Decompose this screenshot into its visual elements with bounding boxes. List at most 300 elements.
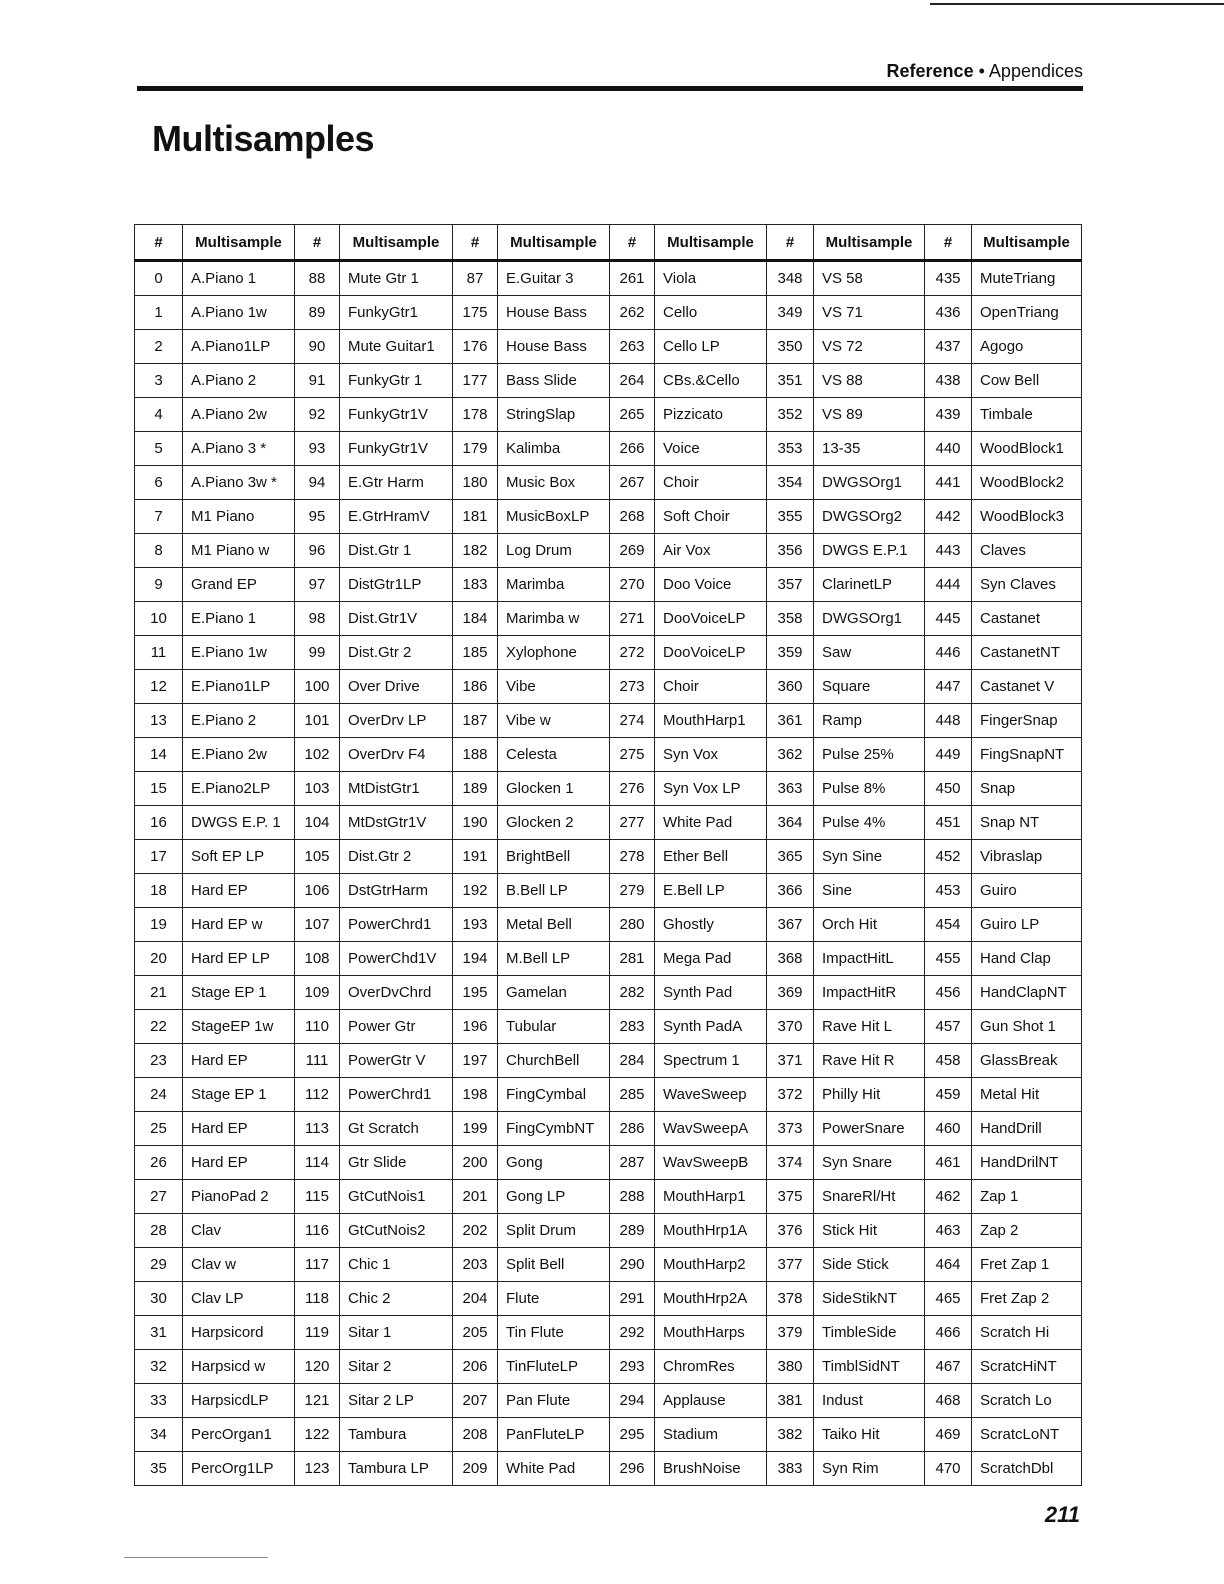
multisample-number-cell: 6 [135, 466, 183, 500]
multisample-number-cell: 373 [767, 1112, 814, 1146]
multisample-name-cell: Tubular [498, 1010, 610, 1044]
multisample-number-cell: 205 [453, 1316, 498, 1350]
multisample-number-cell: 100 [295, 670, 340, 704]
multisample-name-cell: DistGtr1LP [340, 568, 453, 602]
multisample-name-cell: WavSweepB [655, 1146, 767, 1180]
multisample-name-cell: Choir [655, 670, 767, 704]
multisample-name-cell: Guiro [972, 874, 1082, 908]
header-separator: • [978, 61, 985, 81]
multisample-name-cell: Glocken 1 [498, 772, 610, 806]
multisample-number-cell: 178 [453, 398, 498, 432]
multisample-name-cell: DWGS E.P.1 [814, 534, 925, 568]
multisample-number-cell: 99 [295, 636, 340, 670]
table-row [135, 670, 1082, 704]
multisample-name-cell: FingCymbal [498, 1078, 610, 1112]
table-header-row [135, 225, 1082, 261]
multisample-number-cell: 92 [295, 398, 340, 432]
multisample-number-cell: 264 [610, 364, 655, 398]
multisample-number-cell: 463 [925, 1214, 972, 1248]
multisample-name-cell: Hard EP [183, 1044, 295, 1078]
table-row [135, 874, 1082, 908]
multisample-name-cell: 13-35 [814, 432, 925, 466]
multisample-name-cell: Mute Guitar1 [340, 330, 453, 364]
multisample-number-cell: 352 [767, 398, 814, 432]
multisample-name-cell: E.Piano 1 [183, 602, 295, 636]
multisample-name-cell: Timbale [972, 398, 1082, 432]
multisample-number-cell: 366 [767, 874, 814, 908]
multisample-name-cell: E.Piano2LP [183, 772, 295, 806]
multisample-number-cell: 449 [925, 738, 972, 772]
multisample-number-cell: 203 [453, 1248, 498, 1282]
multisample-name-cell: Synth PadA [655, 1010, 767, 1044]
multisample-number-cell: 439 [925, 398, 972, 432]
multisample-name-cell: Xylophone [498, 636, 610, 670]
multisample-number-cell: 271 [610, 602, 655, 636]
multisample-name-cell: MuteTriang [972, 261, 1082, 296]
multisample-name-cell: FunkyGtr1 [340, 296, 453, 330]
multisample-name-cell: Ramp [814, 704, 925, 738]
multisample-number-cell: 3 [135, 364, 183, 398]
multisample-number-cell: 293 [610, 1350, 655, 1384]
table-row [135, 772, 1082, 806]
multisample-name-cell: PowerChrd1 [340, 1078, 453, 1112]
multisample-number-cell: 193 [453, 908, 498, 942]
multisample-number-cell: 454 [925, 908, 972, 942]
multisample-name-cell: Gun Shot 1 [972, 1010, 1082, 1044]
multisample-name-cell: Flute [498, 1282, 610, 1316]
multisample-number-cell: 285 [610, 1078, 655, 1112]
multisample-name-cell: MouthHarp2 [655, 1248, 767, 1282]
table-row [135, 942, 1082, 976]
multisample-name-cell: Gong LP [498, 1180, 610, 1214]
multisample-name-cell: WavSweepA [655, 1112, 767, 1146]
multisample-number-cell: 381 [767, 1384, 814, 1418]
column-header-multisample: Multisample [655, 225, 767, 261]
table-row [135, 1078, 1082, 1112]
multisample-name-cell: House Bass [498, 330, 610, 364]
multisample-name-cell: TimblSidNT [814, 1350, 925, 1384]
multisample-number-cell: 450 [925, 772, 972, 806]
column-header-multisample: Multisample [972, 225, 1082, 261]
table-row [135, 330, 1082, 364]
multisample-number-cell: 261 [610, 261, 655, 296]
multisample-name-cell: FunkyGtr 1 [340, 364, 453, 398]
multisample-name-cell: VS 89 [814, 398, 925, 432]
multisample-name-cell: PowerChrd1 [340, 908, 453, 942]
multisample-number-cell: 446 [925, 636, 972, 670]
multisample-name-cell: Syn Rim [814, 1452, 925, 1486]
multisample-name-cell: A.Piano 2 [183, 364, 295, 398]
multisample-name-cell: DWGS E.P. 1 [183, 806, 295, 840]
multisample-name-cell: DooVoiceLP [655, 636, 767, 670]
multisample-name-cell: Vibe [498, 670, 610, 704]
table-row [135, 840, 1082, 874]
table-row [135, 364, 1082, 398]
table-row [135, 1452, 1082, 1486]
multisample-number-cell: 7 [135, 500, 183, 534]
multisample-number-cell: 206 [453, 1350, 498, 1384]
multisample-number-cell: 183 [453, 568, 498, 602]
multisample-name-cell: Applause [655, 1384, 767, 1418]
table-row [135, 432, 1082, 466]
multisample-number-cell: 467 [925, 1350, 972, 1384]
multisample-number-cell: 460 [925, 1112, 972, 1146]
multisample-name-cell: MtDstGtr1V [340, 806, 453, 840]
multisample-name-cell: TimbleSide [814, 1316, 925, 1350]
multisample-number-cell: 456 [925, 976, 972, 1010]
multisample-number-cell: 263 [610, 330, 655, 364]
multisample-number-cell: 14 [135, 738, 183, 772]
multisample-name-cell: E.Guitar 3 [498, 261, 610, 296]
multisample-number-cell: 273 [610, 670, 655, 704]
multisample-number-cell: 268 [610, 500, 655, 534]
multisample-number-cell: 200 [453, 1146, 498, 1180]
multisample-name-cell: ScratcLoNT [972, 1418, 1082, 1452]
multisample-name-cell: CastanetNT [972, 636, 1082, 670]
multisample-number-cell: 16 [135, 806, 183, 840]
multisample-number-cell: 106 [295, 874, 340, 908]
multisample-name-cell: ScratchDbl [972, 1452, 1082, 1486]
multisample-name-cell: Saw [814, 636, 925, 670]
table-body [135, 261, 1082, 1486]
multisample-name-cell: OverDrv F4 [340, 738, 453, 772]
multisample-name-cell: PowerGtr V [340, 1044, 453, 1078]
multisample-name-cell: Snap NT [972, 806, 1082, 840]
multisample-name-cell: WoodBlock2 [972, 466, 1082, 500]
multisample-number-cell: 459 [925, 1078, 972, 1112]
multisample-name-cell: ImpactHitR [814, 976, 925, 1010]
column-header-number: # [453, 225, 498, 261]
multisample-number-cell: 349 [767, 296, 814, 330]
multisample-name-cell: PowerSnare [814, 1112, 925, 1146]
table-row [135, 1214, 1082, 1248]
multisample-name-cell: OverDrv LP [340, 704, 453, 738]
multisample-name-cell: B.Bell LP [498, 874, 610, 908]
table-row [135, 466, 1082, 500]
multisample-name-cell: Marimba [498, 568, 610, 602]
multisample-name-cell: Gtr Slide [340, 1146, 453, 1180]
multisample-name-cell: FingerSnap [972, 704, 1082, 738]
multisample-number-cell: 18 [135, 874, 183, 908]
multisample-number-cell: 208 [453, 1418, 498, 1452]
multisample-name-cell: Chic 1 [340, 1248, 453, 1282]
multisample-number-cell: 469 [925, 1418, 972, 1452]
multisample-number-cell: 94 [295, 466, 340, 500]
multisample-number-cell: 117 [295, 1248, 340, 1282]
multisample-name-cell: Syn Vox LP [655, 772, 767, 806]
multisample-name-cell: Syn Sine [814, 840, 925, 874]
multisample-number-cell: 194 [453, 942, 498, 976]
multisample-number-cell: 29 [135, 1248, 183, 1282]
multisample-number-cell: 269 [610, 534, 655, 568]
multisample-number-cell: 104 [295, 806, 340, 840]
table-row [135, 636, 1082, 670]
multisample-number-cell: 204 [453, 1282, 498, 1316]
multisample-number-cell: 378 [767, 1282, 814, 1316]
multisample-name-cell: Marimba w [498, 602, 610, 636]
page-title: Multisamples [152, 118, 375, 159]
multisample-name-cell: Harpsicord [183, 1316, 295, 1350]
multisample-name-cell: OverDvChrd [340, 976, 453, 1010]
multisample-number-cell: 356 [767, 534, 814, 568]
multisample-number-cell: 89 [295, 296, 340, 330]
multisample-name-cell: FunkyGtr1V [340, 432, 453, 466]
multisample-name-cell: Dist.Gtr 2 [340, 840, 453, 874]
multisample-name-cell: Orch Hit [814, 908, 925, 942]
table-row [135, 1112, 1082, 1146]
multisample-number-cell: 189 [453, 772, 498, 806]
multisample-number-cell: 280 [610, 908, 655, 942]
multisample-name-cell: MusicBoxLP [498, 500, 610, 534]
multisample-number-cell: 187 [453, 704, 498, 738]
multisample-name-cell: FingCymbNT [498, 1112, 610, 1146]
multisample-number-cell: 35 [135, 1452, 183, 1486]
multisample-number-cell: 359 [767, 636, 814, 670]
multisample-number-cell: 22 [135, 1010, 183, 1044]
multisample-name-cell: Spectrum 1 [655, 1044, 767, 1078]
multisample-number-cell: 177 [453, 364, 498, 398]
multisample-name-cell: ScratcHiNT [972, 1350, 1082, 1384]
multisample-name-cell: HandDrilNT [972, 1146, 1082, 1180]
multisample-name-cell: M1 Piano [183, 500, 295, 534]
multisample-number-cell: 98 [295, 602, 340, 636]
multisample-name-cell: Split Bell [498, 1248, 610, 1282]
multisample-number-cell: 364 [767, 806, 814, 840]
multisample-number-cell: 32 [135, 1350, 183, 1384]
multisample-name-cell: Music Box [498, 466, 610, 500]
multisample-number-cell: 360 [767, 670, 814, 704]
multisample-name-cell: Sine [814, 874, 925, 908]
multisample-number-cell: 468 [925, 1384, 972, 1418]
multisample-number-cell: 441 [925, 466, 972, 500]
multisample-number-cell: 382 [767, 1418, 814, 1452]
multisample-name-cell: Ether Bell [655, 840, 767, 874]
multisample-name-cell: Celesta [498, 738, 610, 772]
multisample-number-cell: 275 [610, 738, 655, 772]
multisample-name-cell: HandClapNT [972, 976, 1082, 1010]
multisample-number-cell: 266 [610, 432, 655, 466]
multisample-name-cell: Synth Pad [655, 976, 767, 1010]
header-subsection: Appendices [988, 61, 1083, 81]
multisample-number-cell: 8 [135, 534, 183, 568]
multisample-number-cell: 452 [925, 840, 972, 874]
multisample-name-cell: MouthHarps [655, 1316, 767, 1350]
multisample-name-cell: A.Piano 2w [183, 398, 295, 432]
multisample-number-cell: 197 [453, 1044, 498, 1078]
multisample-name-cell: ChromRes [655, 1350, 767, 1384]
multisample-name-cell: TinFluteLP [498, 1350, 610, 1384]
table-row [135, 1316, 1082, 1350]
multisample-name-cell: MouthHarp1 [655, 704, 767, 738]
multisample-name-cell: Taiko Hit [814, 1418, 925, 1452]
multisample-number-cell: 30 [135, 1282, 183, 1316]
multisample-number-cell: 267 [610, 466, 655, 500]
multisample-name-cell: BrightBell [498, 840, 610, 874]
multisample-name-cell: Fret Zap 2 [972, 1282, 1082, 1316]
multisample-number-cell: 371 [767, 1044, 814, 1078]
multisample-number-cell: 103 [295, 772, 340, 806]
multisample-name-cell: Hard EP [183, 874, 295, 908]
multisample-number-cell: 376 [767, 1214, 814, 1248]
multisample-name-cell: Soft EP LP [183, 840, 295, 874]
multisample-number-cell: 350 [767, 330, 814, 364]
multisample-name-cell: Zap 2 [972, 1214, 1082, 1248]
multisample-name-cell: Metal Hit [972, 1078, 1082, 1112]
multisample-number-cell: 24 [135, 1078, 183, 1112]
multisample-number-cell: 5 [135, 432, 183, 466]
multisample-number-cell: 118 [295, 1282, 340, 1316]
multisample-name-cell: ImpactHitL [814, 942, 925, 976]
multisample-name-cell: GlassBreak [972, 1044, 1082, 1078]
table-row [135, 704, 1082, 738]
multisample-number-cell: 91 [295, 364, 340, 398]
multisample-number-cell: 283 [610, 1010, 655, 1044]
multisample-name-cell: Philly Hit [814, 1078, 925, 1112]
multisample-name-cell: Snap [972, 772, 1082, 806]
multisample-name-cell: StageEP 1w [183, 1010, 295, 1044]
multisample-number-cell: 25 [135, 1112, 183, 1146]
multisample-name-cell: E.Gtr Harm [340, 466, 453, 500]
table-row [135, 1010, 1082, 1044]
column-header-multisample: Multisample [498, 225, 610, 261]
header-rule [137, 86, 1083, 91]
multisample-number-cell: 123 [295, 1452, 340, 1486]
top-edge-rule [930, 3, 1224, 5]
multisample-name-cell: PercOrgan1 [183, 1418, 295, 1452]
multisample-number-cell: 111 [295, 1044, 340, 1078]
multisample-name-cell: Clav LP [183, 1282, 295, 1316]
multisample-name-cell: Cello LP [655, 330, 767, 364]
multisample-number-cell: 116 [295, 1214, 340, 1248]
multisample-number-cell: 20 [135, 942, 183, 976]
multisample-number-cell: 361 [767, 704, 814, 738]
multisample-number-cell: 372 [767, 1078, 814, 1112]
multisample-number-cell: 369 [767, 976, 814, 1010]
multisample-number-cell: 461 [925, 1146, 972, 1180]
multisample-name-cell: DstGtrHarm [340, 874, 453, 908]
multisample-number-cell: 195 [453, 976, 498, 1010]
multisample-name-cell: Claves [972, 534, 1082, 568]
multisample-name-cell: Hard EP LP [183, 942, 295, 976]
multisample-number-cell: 199 [453, 1112, 498, 1146]
multisample-number-cell: 179 [453, 432, 498, 466]
multisample-number-cell: 292 [610, 1316, 655, 1350]
multisample-number-cell: 1 [135, 296, 183, 330]
multisample-number-cell: 4 [135, 398, 183, 432]
multisample-number-cell: 436 [925, 296, 972, 330]
multisample-name-cell: E.Piano 2 [183, 704, 295, 738]
multisample-name-cell: Indust [814, 1384, 925, 1418]
multisample-number-cell: 107 [295, 908, 340, 942]
multisample-number-cell: 17 [135, 840, 183, 874]
multisample-name-cell: Cow Bell [972, 364, 1082, 398]
multisample-number-cell: 368 [767, 942, 814, 976]
column-header-number: # [767, 225, 814, 261]
multisample-number-cell: 274 [610, 704, 655, 738]
multisample-number-cell: 357 [767, 568, 814, 602]
header-section: Reference [886, 61, 974, 81]
multisample-number-cell: 95 [295, 500, 340, 534]
multisample-number-cell: 175 [453, 296, 498, 330]
multisample-number-cell: 101 [295, 704, 340, 738]
multisample-name-cell: A.Piano 3w * [183, 466, 295, 500]
multisample-number-cell: 90 [295, 330, 340, 364]
multisample-number-cell: 435 [925, 261, 972, 296]
multisample-number-cell: 184 [453, 602, 498, 636]
multisample-name-cell: E.Piano1LP [183, 670, 295, 704]
multisample-number-cell: 122 [295, 1418, 340, 1452]
footer-link-rule [124, 1557, 268, 1558]
multisample-number-cell: 27 [135, 1180, 183, 1214]
multisample-number-cell: 176 [453, 330, 498, 364]
multisample-name-cell: ClarinetLP [814, 568, 925, 602]
multisample-number-cell: 291 [610, 1282, 655, 1316]
multisample-number-cell: 457 [925, 1010, 972, 1044]
multisample-name-cell: Hard EP w [183, 908, 295, 942]
multisample-number-cell: 455 [925, 942, 972, 976]
multisample-name-cell: Viola [655, 261, 767, 296]
multisample-number-cell: 287 [610, 1146, 655, 1180]
multisample-number-cell: 21 [135, 976, 183, 1010]
multisample-name-cell: Square [814, 670, 925, 704]
multisample-number-cell: 466 [925, 1316, 972, 1350]
multisample-name-cell: Rave Hit L [814, 1010, 925, 1044]
multisample-number-cell: 186 [453, 670, 498, 704]
multisample-name-cell: StringSlap [498, 398, 610, 432]
multisample-number-cell: 191 [453, 840, 498, 874]
multisample-name-cell: Pulse 4% [814, 806, 925, 840]
multisample-number-cell: 12 [135, 670, 183, 704]
multisample-name-cell: Harpsicd w [183, 1350, 295, 1384]
table-row [135, 1044, 1082, 1078]
multisample-name-cell: HarpsicdLP [183, 1384, 295, 1418]
multisample-number-cell: 102 [295, 738, 340, 772]
multisample-number-cell: 207 [453, 1384, 498, 1418]
multisample-number-cell: 470 [925, 1452, 972, 1486]
multisample-number-cell: 362 [767, 738, 814, 772]
multisample-name-cell: Vibraslap [972, 840, 1082, 874]
multisample-name-cell: MouthHrp2A [655, 1282, 767, 1316]
table-row [135, 1146, 1082, 1180]
multisample-name-cell: Agogo [972, 330, 1082, 364]
running-header [887, 61, 1083, 82]
multisample-number-cell: 354 [767, 466, 814, 500]
multisample-number-cell: 96 [295, 534, 340, 568]
multisample-number-cell: 105 [295, 840, 340, 874]
multisample-number-cell: 363 [767, 772, 814, 806]
multisample-name-cell: Pulse 25% [814, 738, 925, 772]
multisample-number-cell: 15 [135, 772, 183, 806]
table-row [135, 908, 1082, 942]
multisample-number-cell: 196 [453, 1010, 498, 1044]
multisample-number-cell: 180 [453, 466, 498, 500]
multisample-name-cell: A.Piano 1 [183, 261, 295, 296]
multisample-name-cell: DooVoiceLP [655, 602, 767, 636]
multisample-number-cell: 33 [135, 1384, 183, 1418]
multisample-number-cell: 181 [453, 500, 498, 534]
multisample-number-cell: 26 [135, 1146, 183, 1180]
multisample-name-cell: White Pad [498, 1452, 610, 1486]
multisample-number-cell: 201 [453, 1180, 498, 1214]
multisample-number-cell: 188 [453, 738, 498, 772]
multisample-name-cell: Over Drive [340, 670, 453, 704]
table-row [135, 1350, 1082, 1384]
multisample-name-cell: Syn Snare [814, 1146, 925, 1180]
table-row [135, 602, 1082, 636]
multisample-number-cell: 294 [610, 1384, 655, 1418]
multisamples-table [134, 224, 1082, 1486]
multisample-name-cell: WaveSweep [655, 1078, 767, 1112]
